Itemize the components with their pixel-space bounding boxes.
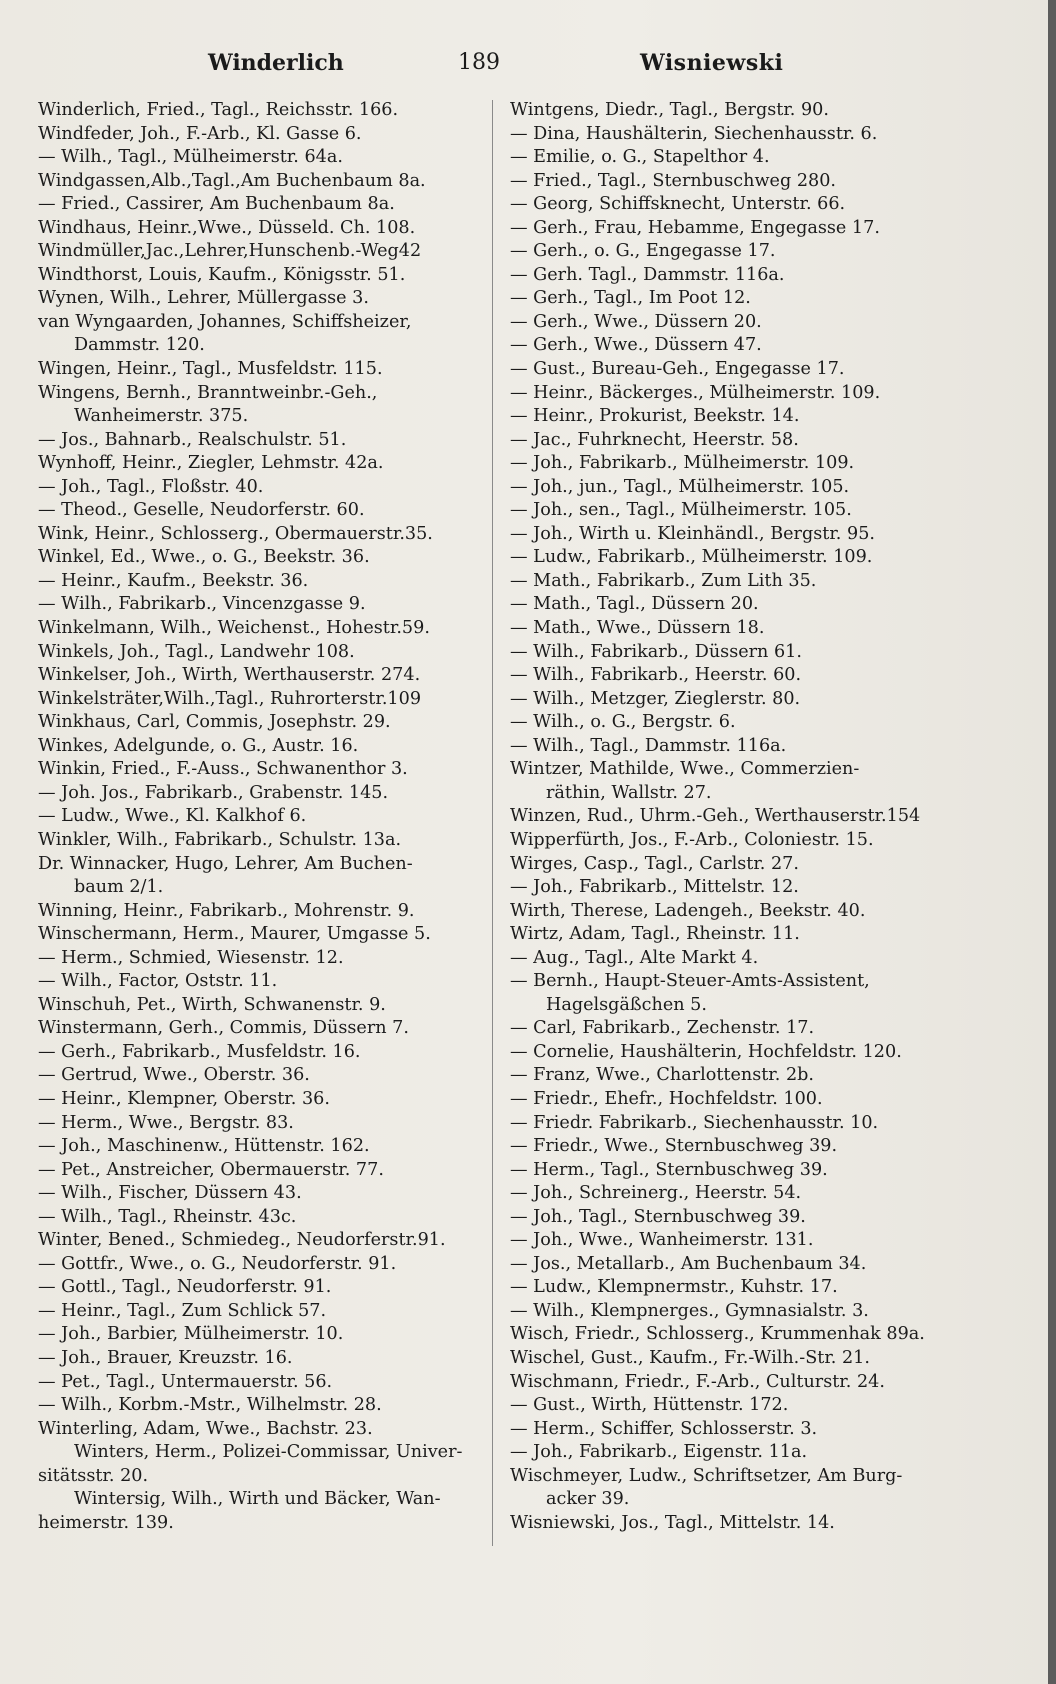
directory-entry: Winning, Heinr., Fabrikarb., Mohrenstr. 9.	[38, 900, 415, 921]
right-column	[510, 99, 950, 1535]
directory-entry: — Wilh., Fabrikarb., Düssern 61.	[510, 641, 802, 662]
directory-entry: — Gerh., o. G., Engegasse 17.	[510, 241, 776, 262]
directory-entry: — Joh., Barbier, Mülheimerstr. 10.	[38, 1324, 344, 1345]
directory-entry: — Herm., Schiffer, Schlosserstr. 3.	[510, 1418, 818, 1439]
directory-entry: — Joh., jun., Tagl., Mülheimerstr. 105.	[510, 476, 850, 497]
directory-entry: Dammstr. 120.	[74, 335, 205, 356]
directory-entry: — Aug., Tagl., Alte Markt 4.	[510, 947, 759, 968]
directory-entry: — Bernh., Haupt-Steuer-Amts-Assistent,	[510, 971, 870, 992]
directory-entry: baum 2/1.	[74, 877, 164, 898]
directory-entry: Windgassen,Alb.,Tagl.,Am Buchenbaum 8a.	[38, 170, 426, 191]
directory-entry: — Gerh., Frau, Hebamme, Engegasse 17.	[510, 217, 880, 238]
directory-entry: — Wilh., Fabrikarb., Vincenzgasse 9.	[38, 594, 366, 615]
directory-entry: — Ludw., Fabrikarb., Mülheimerstr. 109.	[510, 547, 873, 568]
header-last-name: Wisniewski	[640, 50, 784, 76]
directory-entry: — Heinr., Tagl., Zum Schlick 57.	[38, 1300, 327, 1321]
directory-entry: — Joh., Fabrikarb., Mittelstr. 12.	[510, 877, 799, 898]
directory-entry: — Gertrud, Wwe., Oberstr. 36.	[38, 1065, 310, 1086]
directory-entry: — Heinr., Bäckerges., Mülheimerstr. 109.	[510, 382, 881, 403]
directory-entry: — Joh., Schreinerg., Heerstr. 54.	[510, 1183, 802, 1204]
directory-entry: Wynhoff, Heinr., Ziegler, Lehmstr. 42a.	[38, 453, 384, 474]
directory-entry: Wintersig, Wilh., Wirth und Bäcker, Wan-	[74, 1489, 441, 1510]
directory-entry: — Franz, Wwe., Charlottenstr. 2b.	[510, 1065, 815, 1086]
directory-entry: Winschuh, Pet., Wirth, Schwanenstr. 9.	[38, 994, 386, 1015]
directory-entry: Winkel, Ed., Wwe., o. G., Beekstr. 36.	[38, 547, 370, 568]
directory-entry: heimerstr. 139.	[38, 1512, 174, 1533]
directory-entry: — Theod., Geselle, Neudorferstr. 60.	[38, 500, 365, 521]
directory-entry: Winkes, Adelgunde, o. G., Austr. 16.	[38, 735, 359, 756]
directory-entry: — Gerh. Tagl., Dammstr. 116a.	[510, 264, 785, 285]
directory-entry: — Carl, Fabrikarb., Zechenstr. 17.	[510, 1018, 815, 1039]
directory-entry: — Pet., Anstreicher, Obermauerstr. 77.	[38, 1159, 384, 1180]
directory-entry: — Friedr. Fabrikarb., Siechenhausstr. 10.	[510, 1112, 879, 1133]
directory-entry: — Gust., Wirth, Hüttenstr. 172.	[510, 1395, 789, 1416]
directory-entry: — Wilh., Tagl., Mülheimerstr. 64a.	[38, 147, 343, 168]
directory-entry: Wisniewski, Jos., Tagl., Mittelstr. 14.	[510, 1512, 835, 1533]
directory-entry: — Joh., Tagl., Floßstr. 40.	[38, 476, 264, 497]
directory-entry: — Herm., Schmied, Wiesenstr. 12.	[38, 947, 344, 968]
column-divider	[492, 100, 493, 1546]
directory-entry: — Jos., Metallarb., Am Buchenbaum 34.	[510, 1253, 867, 1274]
directory-entry: — Wilh., Factor, Oststr. 11.	[38, 971, 278, 992]
directory-entry: Winter, Bened., Schmiedeg., Neudorferstr.91.	[38, 1230, 446, 1251]
directory-entry: — Joh., sen., Tagl., Mülheimerstr. 105.	[510, 500, 852, 521]
directory-entry: — Jac., Fuhrknecht, Heerstr. 58.	[510, 429, 799, 450]
directory-entry: — Math., Fabrikarb., Zum Lith 35.	[510, 570, 817, 591]
directory-entry: Winkhaus, Carl, Commis, Josephstr. 29.	[38, 712, 391, 733]
directory-entry: Wink, Heinr., Schlosserg., Obermauerstr.35.	[38, 523, 433, 544]
directory-entry: — Joh., Fabrikarb., Eigenstr. 11a.	[510, 1442, 808, 1463]
directory-entry: Wingens, Bernh., Branntweinbr.-Geh.,	[38, 382, 378, 403]
directory-entry: räthin, Wallstr. 27.	[546, 782, 712, 803]
directory-entry: Wanheimerstr. 375.	[74, 406, 249, 427]
directory-entry: — Joh., Fabrikarb., Mülheimerstr. 109.	[510, 453, 855, 474]
directory-entry: Wirtz, Adam, Tagl., Rheinstr. 11.	[510, 924, 800, 945]
directory-entry: — Wilh., o. G., Bergstr. 6.	[510, 712, 736, 733]
directory-entry: — Wilh., Tagl., Rheinstr. 43c.	[38, 1206, 297, 1227]
directory-entry: Wirges, Casp., Tagl., Carlstr. 27.	[510, 853, 799, 874]
directory-entry: — Gerh., Wwe., Düssern 20.	[510, 311, 762, 332]
directory-entry: — Pet., Tagl., Untermauerstr. 56.	[38, 1371, 333, 1392]
directory-entry: — Georg, Schiffsknecht, Unterstr. 66.	[510, 194, 846, 215]
directory-entry: Winkin, Fried., F.-Auss., Schwanenthor 3.	[38, 759, 408, 780]
directory-entry: Winschermann, Herm., Maurer, Umgasse 5.	[38, 924, 431, 945]
directory-entry: — Wilh., Klempnerges., Gymnasialstr. 3.	[510, 1300, 869, 1321]
directory-entry: Winterling, Adam, Wwe., Bachstr. 23.	[38, 1418, 373, 1439]
directory-entry: Wischmeyer, Ludw., Schriftsetzer, Am Burg-	[510, 1465, 903, 1486]
directory-entry: Wirth, Therese, Ladengeh., Beekstr. 40.	[510, 900, 866, 921]
directory-entry: — Wilh., Tagl., Dammstr. 116a.	[510, 735, 787, 756]
directory-entry: Wisch, Friedr., Schlosserg., Krummenhak 89a.	[510, 1324, 925, 1345]
directory-entry: acker 39.	[546, 1489, 630, 1510]
directory-entry: van Wyngaarden, Johannes, Schiffsheizer,	[38, 311, 412, 332]
directory-entry: Winderlich, Fried., Tagl., Reichsstr. 166.	[38, 100, 399, 120]
header-first-name: Winderlich	[208, 50, 344, 76]
directory-entry: — Math., Wwe., Düssern 18.	[510, 618, 765, 639]
directory-entry: Wischmann, Friedr., F.-Arb., Culturstr. 24.	[510, 1371, 885, 1392]
directory-entry: Winkelsträter,Wilh.,Tagl., Ruhrorterstr.109	[38, 688, 422, 709]
directory-entry: — Wilh., Korbm.-Mstr., Wilhelmstr. 28.	[38, 1395, 382, 1416]
directory-entry: — Joh., Wirth u. Kleinhändl., Bergstr. 95.	[510, 523, 875, 544]
directory-entry: — Wilh., Fabrikarb., Heerstr. 60.	[510, 665, 802, 686]
directory-entry: — Wilh., Metzger, Zieglerstr. 80.	[510, 688, 801, 709]
directory-entry: Winkelser, Joh., Wirth, Werthauserstr. 274.	[38, 665, 421, 686]
directory-entry: — Fried., Tagl., Sternbuschweg 280.	[510, 170, 836, 191]
directory-entry: Windthorst, Louis, Kaufm., Königsstr. 51.	[38, 264, 406, 285]
directory-entry: — Fried., Cassirer, Am Buchenbaum 8a.	[38, 194, 395, 215]
directory-entry: — Friedr., Wwe., Sternbuschweg 39.	[510, 1136, 838, 1157]
directory-entry: — Herm., Tagl., Sternbuschweg 39.	[510, 1159, 828, 1180]
directory-entry: — Joh., Tagl., Sternbuschweg 39.	[510, 1206, 806, 1227]
left-column	[38, 99, 478, 1535]
directory-entry: Winzen, Rud., Uhrm.-Geh., Werthauserstr.154	[510, 806, 921, 827]
directory-entry: — Jos., Bahnarb., Realschulstr. 51.	[38, 429, 347, 450]
directory-entry: — Ludw., Wwe., Kl. Kalkhof 6.	[38, 806, 307, 827]
directory-entry: Winkler, Wilh., Fabrikarb., Schulstr. 13a.	[38, 829, 402, 850]
directory-entry: — Emilie, o. G., Stapelthor 4.	[510, 147, 770, 168]
directory-entry: Dr. Winnacker, Hugo, Lehrer, Am Buchen-	[38, 853, 413, 874]
directory-entry: — Math., Tagl., Düssern 20.	[510, 594, 759, 615]
directory-entry: — Heinr., Kaufm., Beekstr. 36.	[38, 570, 309, 591]
directory-entry: Winkelmann, Wilh., Weichenst., Hohestr.59.	[38, 618, 430, 639]
directory-entry: Windhaus, Heinr.,Wwe., Düsseld. Ch. 108.	[38, 217, 416, 238]
directory-entry: — Gottfr., Wwe., o. G., Neudorferstr. 91.	[38, 1253, 397, 1274]
directory-entry: Wynen, Wilh., Lehrer, Müllergasse 3.	[38, 288, 369, 309]
directory-entry: Hagelsgäßchen 5.	[546, 994, 707, 1015]
directory-entry: — Gust., Bureau-Geh., Engegasse 17.	[510, 359, 845, 380]
directory-entry: Winters, Herm., Polizei-Commissar, Univer-	[74, 1442, 463, 1463]
directory-entry: — Herm., Wwe., Bergstr. 83.	[38, 1112, 294, 1133]
directory-entry: Winstermann, Gerh., Commis, Düssern 7.	[38, 1018, 409, 1039]
scan-edge	[1048, 0, 1056, 1684]
directory-entry: — Heinr., Klempner, Oberstr. 36.	[38, 1088, 330, 1109]
directory-entry: — Joh. Jos., Fabrikarb., Grabenstr. 145.	[38, 782, 389, 803]
directory-entry: — Ludw., Klempnermstr., Kuhstr. 17.	[510, 1277, 838, 1298]
directory-entry: — Wilh., Fischer, Düssern 43.	[38, 1183, 302, 1204]
directory-entry: Wipperfürth, Jos., F.-Arb., Coloniestr. 15.	[510, 829, 874, 850]
directory-entry: — Joh., Maschinenw., Hüttenstr. 162.	[38, 1136, 370, 1157]
directory-entry: Winkels, Joh., Tagl., Landwehr 108.	[38, 641, 355, 662]
directory-entry: Windfeder, Joh., F.-Arb., Kl. Gasse 6.	[38, 123, 362, 144]
directory-entry: — Gerh., Tagl., Im Poot 12.	[510, 288, 751, 309]
directory-entry: Wintgens, Diedr., Tagl., Bergstr. 90.	[510, 100, 829, 120]
directory-entry: — Heinr., Prokurist, Beekstr. 14.	[510, 406, 800, 427]
directory-entry: — Joh., Wwe., Wanheimerstr. 131.	[510, 1230, 814, 1251]
directory-entry: sitätsstr. 20.	[38, 1465, 149, 1486]
directory-entry: — Joh., Brauer, Kreuzstr. 16.	[38, 1347, 293, 1368]
directory-entry: — Gottl., Tagl., Neudorferstr. 91.	[38, 1277, 332, 1298]
directory-entry: Wintzer, Mathilde, Wwe., Commerzien-	[510, 759, 860, 780]
page-number: 189	[458, 50, 500, 75]
directory-entry: — Friedr., Ehefr., Hochfeldstr. 100.	[510, 1088, 823, 1109]
directory-entry: — Dina, Haushälterin, Siechenhausstr. 6.	[510, 123, 878, 144]
directory-entry: Wingen, Heinr., Tagl., Musfeldstr. 115.	[38, 359, 383, 380]
directory-entry: — Gerh., Fabrikarb., Musfeldstr. 16.	[38, 1041, 361, 1062]
directory-entry: Wischel, Gust., Kaufm., Fr.-Wilh.-Str. 21.	[510, 1347, 870, 1368]
running-header	[0, 46, 1048, 82]
directory-entry: — Gerh., Wwe., Düssern 47.	[510, 335, 762, 356]
directory-entry: — Cornelie, Haushälterin, Hochfeldstr. 120.	[510, 1041, 902, 1062]
directory-entry: Windmüller,Jac.,Lehrer,Hunschenb.-Weg42	[38, 241, 422, 262]
